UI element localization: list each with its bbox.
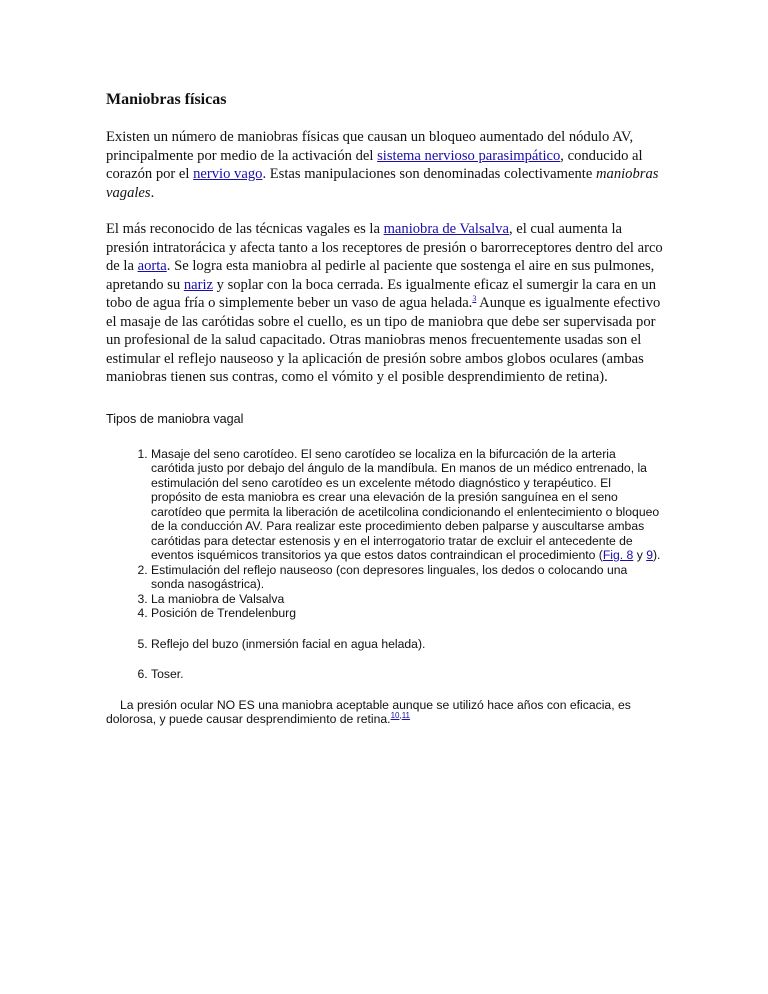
footnote-ref-11[interactable]: 11 — [401, 710, 411, 720]
para2-text-3: . Se logra esta maniobra al pedirle al paciente que sostenga el aire en sus pulmones, apretando su — [106, 258, 655, 293]
item1-text: Masaje del seno carotídeo. El seno carotídeo se localiza en la bifurcación de la arteria carótida justo por debajo del ángulo de la mandíbula. En manos de un médico entrenado, la estimulación del seno carotídeo es un excelente método diagnóstico y terapéutico. El propósito de esta maniobra es crear una elevación de la presión sanguínea en el seno carotídeo que permita la liberación de acetilcolina condicionando el enlentecimiento o bloqueo de la conducción AV. Para realizar este procedimiento deben palparse y auscultarse ambas carótidas para detectar estenosis y en el interrogatorio tratar de excluir el antecedente de eventos isquémicos transitorios ya que estos datos contraindican el procedimiento ( — [151, 446, 660, 562]
link-maniobra-valsalva[interactable]: maniobra de Valsalva — [383, 221, 509, 237]
link-aorta[interactable]: aorta — [137, 258, 167, 274]
list-caption: Tipos de maniobra vagal — [106, 411, 244, 426]
item1-mid: y — [633, 548, 647, 562]
link-fig-8[interactable]: Fig. 8 — [602, 548, 634, 562]
link-nervio-vago[interactable]: nervio vago — [193, 166, 263, 182]
para2-text-2: , el cual aumenta la presión intratorácica y afecta tanto a los receptores de presión o barorreceptores dentro del arco de la — [106, 221, 663, 274]
list-item: 2. Estimulación del reflejo nauseoso (con depresores linguales, los dedos o colocando una sonda nasogástrica). — [151, 563, 661, 592]
para1-text-1: Existen un número de maniobras físicas que causan un bloqueo aumentado del nódulo AV, principalmente por medio de la activación del — [106, 129, 634, 164]
link-sistema-nervioso[interactable]: sistema nervioso parasimpático — [377, 147, 561, 164]
paragraph-intro — [106, 128, 666, 202]
list-item: 5. Reflejo del buzo (inmersión facial en agua helada). — [151, 637, 661, 652]
list-item — [151, 447, 661, 563]
list-item: 6. Toser. — [151, 667, 661, 682]
para2-text-1: El más reconocido de las técnicas vagales es la — [106, 221, 384, 237]
footnote-ref-10[interactable]: 10 — [390, 710, 400, 720]
list-item: 3. La maniobra de Valsalva — [151, 592, 661, 607]
document-page — [106, 90, 666, 727]
note-text: La presión ocular NO ES una maniobra aceptable aunque se utilizó hace años con eficacia, es dolorosa, y puede causar desprendimiento de retina. — [106, 697, 631, 726]
list-item: 4. Posición de Trendelenburg — [151, 606, 661, 621]
section-heading: Maniobras físicas — [106, 91, 227, 108]
item1-end: ). — [653, 548, 661, 562]
para2-text-5: Aunque es igualmente efectivo el masaje de las carótidas sobre el cuello, es un tipo de maniobra que debe ser supervisada por un profesional de la salud capacitado. Otras maniobras menos frecuentemente usadas son el estimular el reflejo nauseoso y la aplicación de presión sobre ambos globos oculares (ambas maniobras tienen sus contras, como el vómito y el posible desprendimiento de retina). — [106, 295, 661, 385]
footnote-comma: , — [399, 710, 402, 720]
footnote-ref-3[interactable]: 3 — [472, 294, 477, 304]
maneuver-list — [106, 447, 661, 682]
link-nariz[interactable]: nariz — [183, 276, 213, 293]
para1-text-2: , conducido al corazón por el — [106, 147, 643, 182]
para2-text-4: y soplar con la boca cerrada. Es igualmente eficaz el sumergir la cara en un tobo de agua fría o simplemente beber un vaso de agua helada. — [106, 276, 656, 311]
para1-italic: maniobras vagales — [106, 166, 659, 201]
ocular-pressure-note — [106, 698, 666, 727]
paragraph-valsalva — [106, 220, 666, 387]
para1-text-3: . Estas manipulaciones son denominadas colectivamente — [262, 166, 596, 182]
link-fig-9[interactable]: 9 — [646, 548, 653, 562]
para1-text-4: . — [150, 184, 155, 201]
